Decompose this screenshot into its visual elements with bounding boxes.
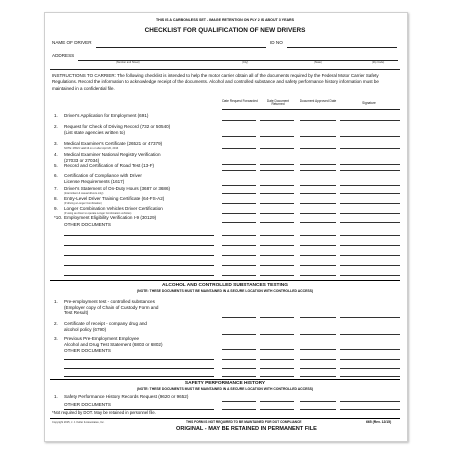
state-caption: (State): [314, 61, 322, 64]
sec1-item-2-label2: (List state agencies written to): [64, 129, 126, 135]
instructions-text: INSTRUCTIONS TO CARRIER: The following checklist is intended to help the motor carrier obtain all of the documents required by the Federal Motor Carrier Safety Regulations. Record the information to acknowledge receipt of the documents. Alcohol and controlled substance and safety performance history information must be maintained in a confidential file.: [52, 73, 379, 91]
sec1-item-10-field-1[interactable]: [222, 222, 256, 223]
sec1-item-2-field-3[interactable]: [300, 136, 336, 137]
sec1-item-4-field-2[interactable]: [260, 164, 294, 165]
sec1-item-7-field-2[interactable]: [260, 193, 294, 194]
sec1-item-8-note: (If driving a Longer Combination): [64, 201, 102, 205]
section3-title: SAFETY PERFORMANCE HISTORY: [184, 381, 266, 386]
sec2-item-2-line-1: Certificate of receipt - company drug and: [64, 321, 147, 326]
name-field[interactable]: [96, 47, 266, 48]
sec2-item-3-line-1: Previous Pre-Employment Employee: [64, 336, 140, 341]
sec1-item-9-field-3[interactable]: [300, 213, 336, 214]
sec3-item-1-field-1[interactable]: [222, 401, 256, 402]
sec3-item-1-number: 1.: [54, 394, 58, 399]
sec1-item-9-label: Longer Combination Vehicles Driver Certification: [64, 206, 163, 211]
header-underline: [222, 109, 400, 110]
sec2-item-3-field-3[interactable]: [300, 349, 336, 350]
footer-divider: [50, 418, 400, 419]
id-field[interactable]: [287, 47, 397, 48]
sec2-other-2-field-4[interactable]: [340, 368, 400, 369]
sec1-other-1-field-4[interactable]: [340, 235, 400, 236]
sec2-item-1-field-2[interactable]: [260, 317, 294, 318]
sec3-other-1-field-4[interactable]: [340, 409, 400, 410]
sec1-item-5-field-1[interactable]: [222, 170, 256, 171]
sec1-other-5-field-4[interactable]: [340, 275, 400, 276]
sec1-item-1-field-2[interactable]: [260, 120, 294, 121]
sec1-other-1-field-3[interactable]: [300, 235, 336, 236]
sec2-item-1-field-1[interactable]: [222, 317, 256, 318]
sec1-item-1-field-1[interactable]: [222, 120, 256, 121]
sec1-item-10-field-2[interactable]: [260, 222, 294, 223]
sec1-other-3-field-4[interactable]: [340, 255, 400, 256]
city-caption: (City): [242, 61, 249, 64]
sec1-other-line-3[interactable]: [64, 255, 214, 256]
sec1-other-2-field-4[interactable]: [340, 245, 400, 246]
sec2-item-3-line-2: Alcohol and Drug Test Statement (6803 or 6802): [64, 341, 163, 347]
sec1-item-5-field-4[interactable]: [340, 170, 400, 171]
sec1-other-5-field-2[interactable]: [260, 275, 294, 276]
sec2-item-2-field-3[interactable]: [300, 334, 336, 335]
col-approved-date: Document Approved Date: [299, 99, 337, 103]
sec1-other-3-field-2[interactable]: [260, 255, 294, 256]
sec1-other-4-field-1[interactable]: [222, 265, 256, 266]
sec1-item-9-field-4[interactable]: [340, 213, 400, 214]
not-required-notice: THIS FORM IS NOT REQUIRED TO BE MAINTAINED FOR DOT COMPLIANCE: [186, 420, 302, 424]
form-number: 665 (Rev. 12/15): [366, 420, 392, 424]
sec3-other-1-field-2[interactable]: [260, 409, 294, 410]
sec1-item-9-number: 9.: [54, 206, 58, 211]
sec2-item-2-line-2: alcohol policy (6790): [64, 326, 107, 332]
col-signature: Signature: [362, 101, 376, 105]
name-label: NAME OF DRIVER: [52, 40, 92, 45]
sec1-item-2-number: 2.: [54, 124, 58, 129]
sec3-other-1-field-1[interactable]: [222, 409, 256, 410]
sec1-item-1-field-3[interactable]: [300, 120, 336, 121]
sec1-other-line-1[interactable]: [64, 235, 214, 236]
sec1-other-line-2[interactable]: [64, 245, 214, 246]
sec1-item-7-field-3[interactable]: [300, 193, 336, 194]
sec3-other-documents: OTHER DOCUMENTS: [64, 402, 111, 407]
sec2-other-1-field-1[interactable]: [222, 359, 256, 360]
section2-title: ALCOHOL AND CONTROLLED SUBSTANCES TESTING: [162, 283, 288, 288]
sec1-item-6-field-1[interactable]: [222, 185, 256, 186]
sec1-item-2-field-1[interactable]: [222, 136, 256, 137]
sec1-item-3-field-1[interactable]: [222, 148, 256, 149]
col-date-request: Date Request Forwarded: [222, 99, 258, 103]
carbonless-notice: THIS IS A CARBONLESS SET - IMAGE RETENTION ON PLY 2 IS ABOUT 3 YEARS: [155, 18, 295, 22]
sec1-item-3-label: Medical Examiner's Certificate (26521 or 47379): [64, 141, 163, 146]
copyright: Copyright 2015, J. J. Keller & Associates, Inc.: [52, 421, 105, 424]
divider: [50, 69, 400, 70]
sec1-other-2-field-2[interactable]: [260, 245, 294, 246]
sec1-item-4-field-1[interactable]: [222, 164, 256, 165]
sec1-item-5-number: 5.: [54, 163, 58, 168]
sec2-other-1-field-2[interactable]: [260, 359, 294, 360]
sec1-item-8-field-1[interactable]: [222, 203, 256, 204]
address-label: ADDRESS: [52, 53, 75, 58]
sec1-item-5-label: Record and Certification of Road Test (13-F): [64, 163, 155, 168]
sec2-other-1-field-4[interactable]: [340, 359, 400, 360]
sec1-other-2-field-1[interactable]: [222, 245, 256, 246]
sec1-item-6-number: 6.: [54, 173, 58, 178]
sec1-item-1-field-4[interactable]: [340, 120, 400, 121]
sec1-item-3-field-3[interactable]: [300, 148, 336, 149]
sec1-item-3-field-2[interactable]: [260, 148, 294, 149]
sec1-other-1-field-2[interactable]: [260, 235, 294, 236]
sec2-other-2-field-3[interactable]: [300, 368, 336, 369]
sec1-item-3-number: 3.: [54, 141, 58, 146]
sec3-item-1-field-4[interactable]: [340, 401, 400, 402]
sec1-other-3-field-3[interactable]: [300, 255, 336, 256]
sec1-item-9-field-1[interactable]: [222, 213, 256, 214]
section-divider: [50, 379, 400, 380]
sec1-other-4-field-2[interactable]: [260, 265, 294, 266]
sec2-item-1-line-2: (Employer copy of Chain of Custody Form and: [64, 304, 159, 310]
sec3-item-1-line-1: Safety Performance History Records Request (9620 or 9652): [64, 394, 189, 399]
sec1-other-documents: OTHER DOCUMENTS: [64, 222, 111, 227]
sec1-item-2-label: Request for Check of Driving Record (732 or 50540): [64, 124, 171, 129]
sec1-item-10-field-3[interactable]: [300, 222, 336, 223]
sec1-item-4-number: 4.: [54, 152, 58, 157]
sec1-other-line-4[interactable]: [64, 265, 214, 266]
sec1-other-5-field-3[interactable]: [300, 275, 336, 276]
sec2-item-1-line-3: Test Result): [64, 310, 89, 315]
sec1-item-4-label: Medical Examiner National Registry Verification: [64, 152, 161, 157]
sec2-other-3-field-4[interactable]: [340, 376, 400, 377]
sec1-item-7-field-1[interactable]: [222, 193, 256, 194]
sec1-item-6-label: Certification of Compliance with Driver: [64, 173, 142, 178]
section2-note: (NOTE: THESE DOCUMENTS MUST BE MAINTAINED IN A SECURE LOCATION WITH CONTROLLED ACCESS): [137, 289, 313, 293]
sec1-item-8-field-3[interactable]: [300, 203, 336, 204]
sec1-other-4-field-3[interactable]: [300, 265, 336, 266]
section-divider: [50, 280, 400, 281]
zip-caption: (Zip Code): [372, 61, 385, 64]
sec1-item-7-field-4[interactable]: [340, 193, 400, 194]
sec1-item-10-number: *10.: [54, 215, 63, 220]
sec1-item-5-field-3[interactable]: [300, 170, 336, 171]
sec1-item-3-field-4[interactable]: [340, 148, 400, 149]
sec2-other-2-field-1[interactable]: [222, 368, 256, 369]
sec1-item-4-label2: (27033 or 27034): [64, 157, 100, 163]
sec1-item-5-field-2[interactable]: [260, 170, 294, 171]
sec1-item-6-field-2[interactable]: [260, 185, 294, 186]
sec1-item-7-number: 7.: [54, 186, 58, 191]
retention-note: ORIGINAL - MAY BE RETAINED IN PERMANENT FILE: [176, 426, 317, 432]
sec3-other-1-field-3[interactable]: [300, 409, 336, 410]
sec1-item-8-field-4[interactable]: [340, 203, 400, 204]
sec3-item-1-field-3[interactable]: [300, 401, 336, 402]
sec2-item-1-field-3[interactable]: [300, 317, 336, 318]
sec2-item-2-field-2[interactable]: [260, 334, 294, 335]
sec2-item-3-number: 3.: [54, 336, 58, 341]
sec2-other-1-field-3[interactable]: [300, 359, 336, 360]
sec2-item-3-field-4[interactable]: [340, 349, 400, 350]
sec2-item-2-field-4[interactable]: [340, 334, 400, 335]
sec1-item-8-number: 8.: [54, 196, 58, 201]
sec2-other-3-field-1[interactable]: [222, 376, 256, 377]
footnote: *Not required by DOT. May be retained in personnel file.: [52, 410, 156, 415]
sec2-item-1-line-1: Pre-employment test - controlled substances: [64, 299, 155, 304]
sec2-other-2-field-2[interactable]: [260, 368, 294, 369]
sec1-item-4-field-4[interactable]: [340, 164, 400, 165]
sec2-item-2-number: 2.: [54, 321, 58, 326]
sec1-item-9-note: (If using as driver to operate Longer Combination vehicles): [64, 211, 132, 215]
sec2-item-3-field-2[interactable]: [260, 349, 294, 350]
sec1-item-8-field-2[interactable]: [260, 203, 294, 204]
sec1-other-4-field-4[interactable]: [340, 265, 400, 266]
sec1-item-2-field-4[interactable]: [340, 136, 400, 137]
sec1-item-6-label2: License Requirements (1617): [64, 178, 125, 184]
sec2-other-line-1[interactable]: [64, 359, 214, 360]
section3-note: (NOTE: THESE DOCUMENTS MUST BE MAINTAINED IN A SECURE LOCATION WITH CONTROLLED ACCESS): [137, 387, 313, 391]
sec1-other-1-field-1[interactable]: [222, 235, 256, 236]
form-title: CHECKLIST FOR QUALIFICATION OF NEW DRIVERS: [144, 27, 306, 34]
sec1-item-8-label: Entry-Level Driver Training Certificate (64-FS-A2): [64, 196, 165, 201]
sec1-item-7-label: Driver's Statement of On-Duty Hours (3687 or 3686): [64, 186, 171, 191]
sec2-item-1-number: 1.: [54, 299, 58, 304]
street-caption: (Number and Street): [116, 61, 140, 64]
sec1-item-4-field-3[interactable]: [300, 164, 336, 165]
sec2-other-line-3[interactable]: [64, 376, 214, 377]
sec1-item-6-field-3[interactable]: [300, 185, 336, 186]
sec1-item-1-number: 1.: [54, 113, 58, 118]
sec3-item-1-field-2[interactable]: [260, 401, 294, 402]
sec2-other-line-2[interactable]: [64, 368, 214, 369]
sec2-other-3-field-3[interactable]: [300, 376, 336, 377]
form-page: [46, 14, 404, 438]
sec1-item-1-label: Driver's Application for Employment (691): [64, 113, 149, 118]
sec2-other-3-field-2[interactable]: [260, 376, 294, 377]
sec1-other-5-field-1[interactable]: [222, 275, 256, 276]
sec1-item-9-field-2[interactable]: [260, 213, 294, 214]
sec1-item-10-field-4[interactable]: [340, 222, 400, 223]
sec1-item-7-note: (Intermittent & casual drivers only): [64, 191, 104, 195]
sec1-item-3-note: NOTE: 26521 valid till on or after April 20, 2016: [64, 146, 119, 150]
sec2-other-documents: OTHER DOCUMENTS: [64, 348, 111, 353]
col-date-returned: Date Document Returned: [266, 99, 290, 107]
sec1-item-10-label: Employment Eligibility Verification I-9 (30129): [64, 215, 157, 220]
sec1-item-6-field-4[interactable]: [340, 185, 400, 186]
sec1-other-line-5[interactable]: [64, 275, 214, 276]
sec2-item-1-field-4[interactable]: [340, 317, 400, 318]
id-label: ID NO: [270, 40, 283, 45]
sec1-other-2-field-3[interactable]: [300, 245, 336, 246]
sec2-item-3-field-1[interactable]: [222, 349, 256, 350]
sec1-other-3-field-1[interactable]: [222, 255, 256, 256]
sec1-item-2-field-2[interactable]: [260, 136, 294, 137]
sec2-item-2-field-1[interactable]: [222, 334, 256, 335]
